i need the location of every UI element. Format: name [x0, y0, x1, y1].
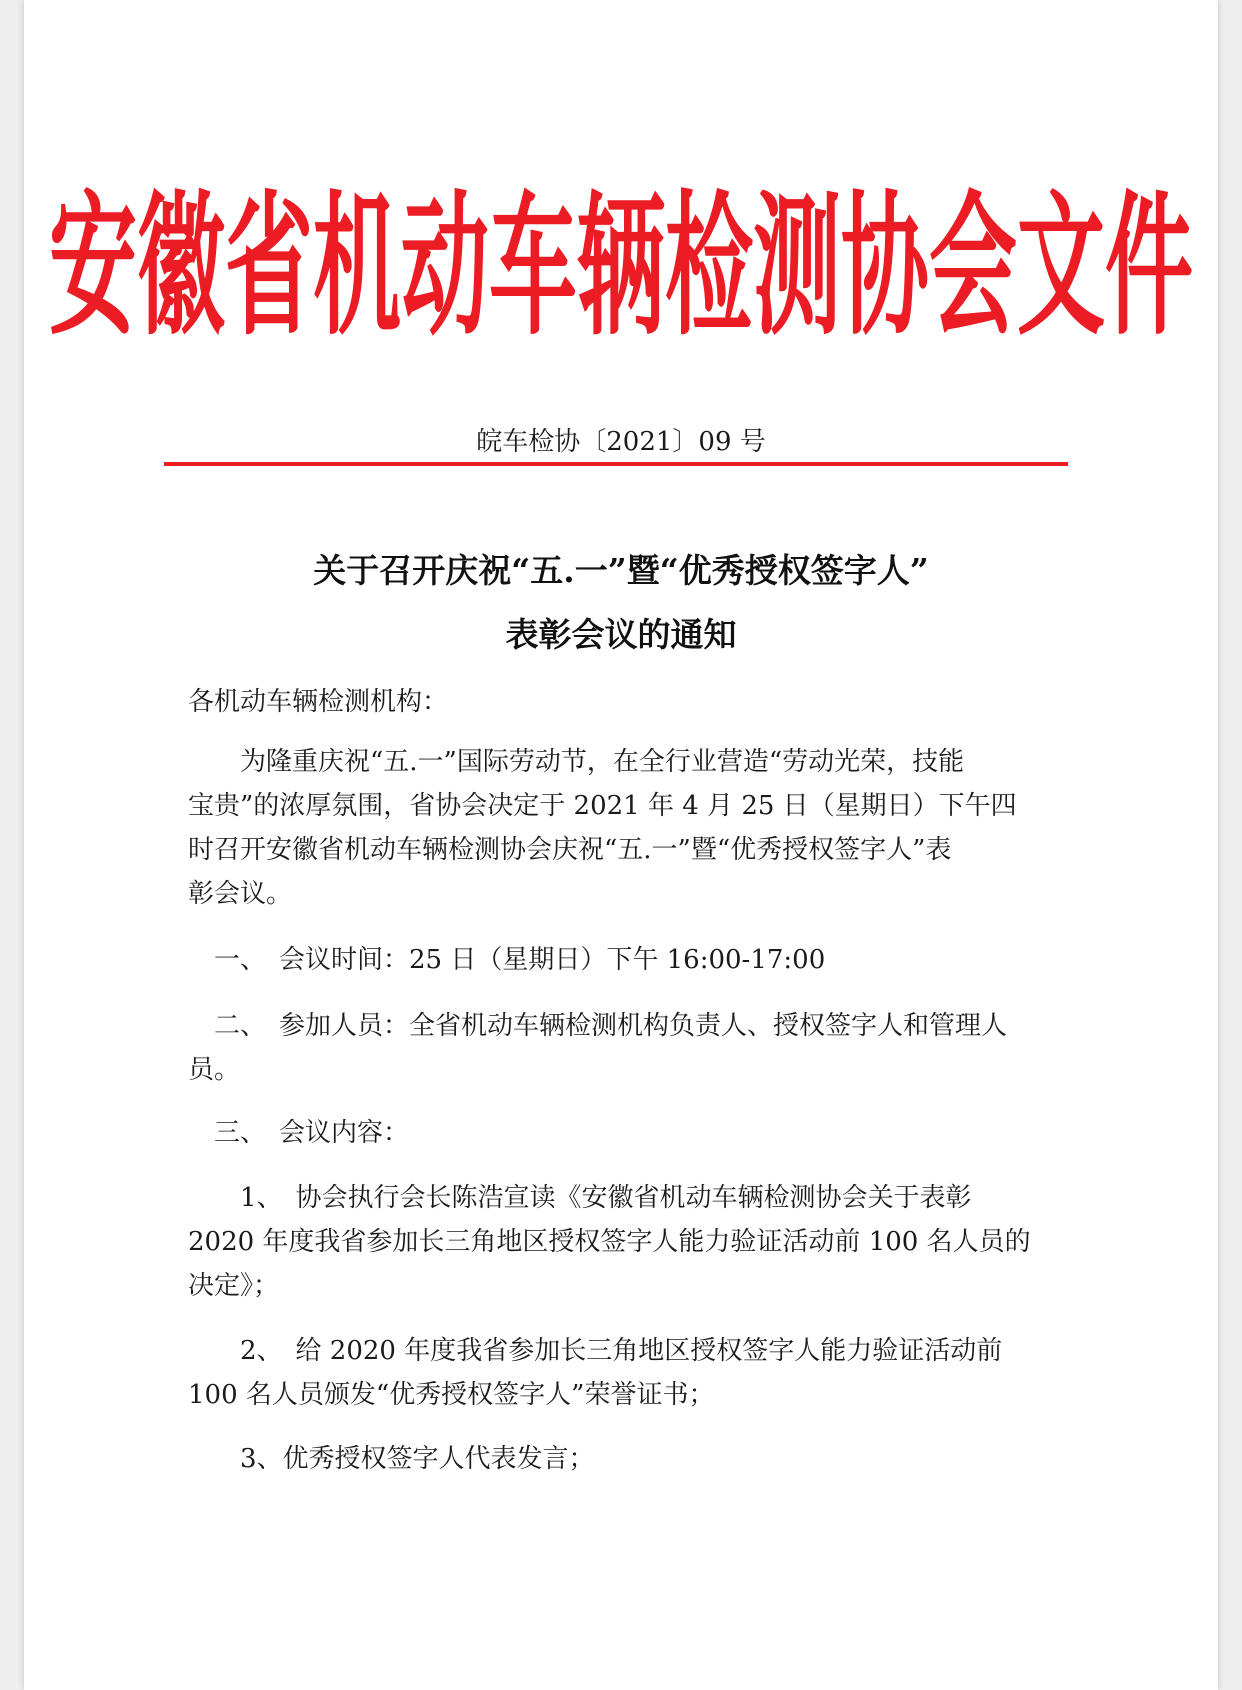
- document-page: [24, 0, 1218, 1690]
- item-meeting-time: [188, 938, 1098, 982]
- item-meeting-content: [188, 1111, 1098, 1155]
- notice-title-line-2: 表彰会议的通知: [505, 615, 737, 654]
- subitem-line: 1、 协会执行会长陈浩宣读《安徽省机动车辆检测协会关于表彰: [188, 1183, 972, 1213]
- salutation-text: 各机动车辆检测机构：: [188, 687, 449, 717]
- intro-paragraph: [188, 740, 1098, 916]
- red-divider-line: [164, 462, 1068, 466]
- subitem-line: 100 名人员颁发“优秀授权签字人”荣誉证书；: [188, 1380, 715, 1410]
- subitem-line: 3、优秀授权签字人代表发言；: [188, 1444, 595, 1474]
- subitem-line: 2020 年度我省参加长三角地区授权签字人能力验证活动前 100 名人员的: [188, 1227, 1031, 1257]
- subitem-line: 决定》；: [188, 1271, 280, 1301]
- intro-line: 时召开安徽省机动车辆检测协会庆祝“五.一”暨“优秀授权签字人”表: [188, 835, 952, 865]
- intro-line: 为隆重庆祝“五.一”国际劳动节，在全行业营造“劳动光荣，技能: [188, 747, 965, 777]
- item-attendees: [188, 1004, 1098, 1092]
- salutation: [188, 680, 1098, 724]
- subitem-line: 2、 给 2020 年度我省参加长三角地区授权签字人能力验证活动前: [188, 1336, 1003, 1366]
- intro-line: 宝贵”的浓厚氛围，省协会决定于 2021 年 4 月 25 日（星期日）下午四: [188, 791, 1017, 821]
- item-line: 一、 会议时间：25 日（星期日）下午 16:00-17:00: [188, 945, 826, 975]
- item-line: 员。: [188, 1055, 241, 1085]
- subitem-3: [188, 1437, 1098, 1481]
- masthead-title: 安徽省机动车辆检测协会文件: [48, 176, 1193, 357]
- notice-title-line-1: 关于召开庆祝“五.一”暨“优秀授权签字人”: [313, 551, 929, 590]
- item-line: 二、 参加人员：全省机动车辆检测机构负责人、授权签字人和管理人: [188, 1011, 1008, 1041]
- subitem-1: [188, 1176, 1098, 1308]
- intro-line: 彰会议。: [188, 879, 293, 909]
- subitem-2: [188, 1329, 1098, 1417]
- document-number: 皖车检协〔2021〕09 号: [476, 427, 766, 457]
- item-line: 三、 会议内容：: [188, 1118, 410, 1148]
